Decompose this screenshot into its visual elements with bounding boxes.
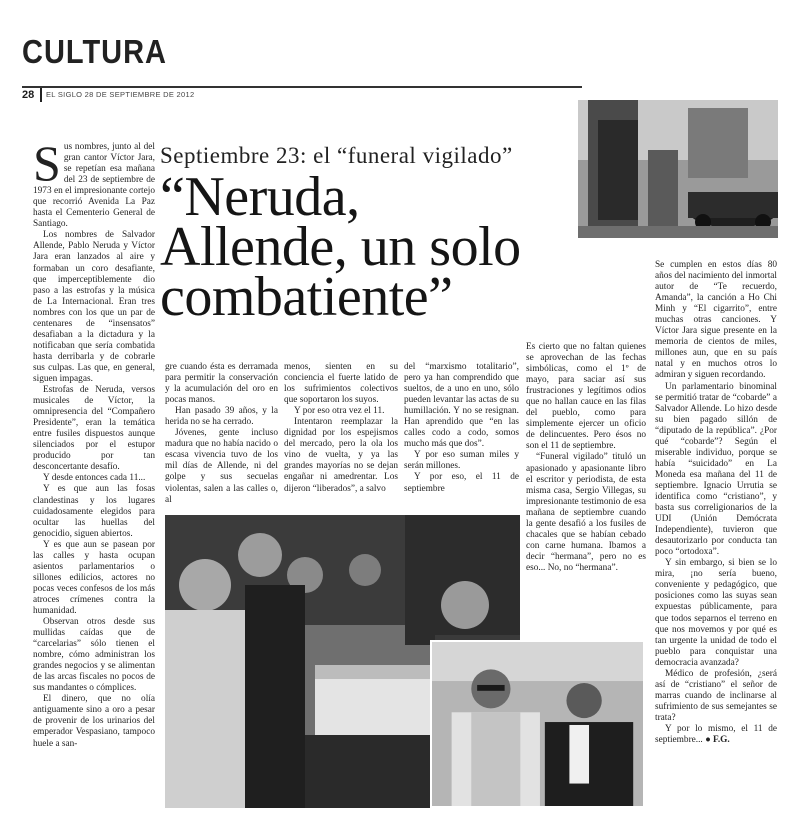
column-6 [655, 260, 777, 808]
col4-paragraph: Y por eso, el 11 de septiembre [404, 472, 519, 494]
column-3 [284, 362, 398, 510]
headline-line-3: combatiente” [160, 266, 453, 328]
author-initials: ● F.G. [705, 735, 730, 746]
col2-paragraph: gre cuando ésta es derramada para permitir la conservación y la acumulación del oro en pocas manos. [165, 362, 278, 406]
col4-paragraph: Y por eso suman miles y serán millones. [404, 450, 519, 472]
col1-paragraph: Y es que aun las fosas clandestinas y los lugares cuidadosamente elegidos para ocultar las huellas del genocidio, siguen abiertos. [33, 484, 155, 539]
col2-paragraph: Jóvenes, gente incluso madura que no había nacido o escasa vivencia tuvo de los mil días de Allende, ni del golpe y sus secuelas violentas, salen a las calles o, al [165, 428, 278, 505]
col5-paragraph: “Funeral vigilado” tituló un apasionado y apasionante libro el escritor y periodista, de esta misma casa, Sergio Villegas, su impresionante testimonio de esa mañana de septiembre cuando la gente desafió a los fusiles de chacales que se habían cebado con carne humana. Ibamos a decir “hermana”, pero no es eso... No, no “hermana”. [526, 452, 646, 573]
col3-paragraph: menos, sienten en su conciencia el fuerte latido de los sufrimientos colectivos que soportaron los suyos. [284, 362, 398, 406]
col1-paragraph: us nombres, junto al del gran cantor Víctor Jara, se repetían esa mañana del 23 de septiembre de 1973 en el impresionante cortejo que recorrió Avenida La Paz hasta el Cementerio General de Santiago. [33, 142, 155, 230]
page-divider [40, 88, 42, 102]
header-rule [22, 86, 582, 88]
col1-paragraph: El dinero, que no olía antiguamente sino a oro a pesar de provenir de los urinarios del emperador Vespasiano, tampoco huele a san- [33, 694, 155, 749]
drop-cap: S [33, 142, 61, 191]
article-headline [160, 166, 590, 328]
col6-paragraph: Un parlamentario binominal se permitió tratar de “cobarde” a Salvador Allende. Lo hizo desde su bien pagado sillón de “diputado de la república”. ¿Por qué “cobarde”? Según el miserable individuo, porque se había “suicidado” en La Moneda esa mañana del 11 de septiembre. Ignacio Urrutia se identifica como “cristiano”, y basta sus correligionarios de la UDI (Unión Demócrata Independiente), tuvieron que desautorizarlo por conducta tan poco “ortodoxa”. [655, 381, 777, 558]
column-1 [33, 142, 155, 807]
section-title: CULTURA [22, 34, 167, 71]
headline-line-2: Allende, un solo [160, 216, 521, 278]
column-4 [404, 362, 519, 510]
col1-paragraph: Estrofas de Neruda, versos musicales de Víctor, la omnipresencia del “Compañero Presidente”, eran la temática entre fusiles dispuestos aunque silenciados por el estupor producido por tan desconcertante desafío. [33, 385, 155, 473]
headline-line-1: “Neruda, [160, 166, 360, 228]
photo-allende-neruda [430, 640, 645, 808]
photo-cortege-street [578, 100, 778, 238]
page-number: 28 [22, 89, 35, 101]
col6-closing: Y por lo mismo, el 11 de septiembre... [655, 723, 777, 746]
col6-paragraph: Médico de profesión, ¿será así de “cristiano” el señor de marras cuando de inclinarse al sufrimiento de sus semejantes se trata? [655, 668, 777, 723]
col3-paragraph: Intentaron reemplazar la dignidad por los espejismos del mercado, pero la ola los vino de vuelta, y ya las grandes mayorías no se dejan engañar ni amedrentar. Los dijeron “liberados”, a salvo [284, 417, 398, 494]
col6-paragraph: Y sin embargo, si bien se lo mira, ¡no sería bueno, conveniente y pedagógico, que posiciones como las suyas sean expuestas públicamente, para que todos separnos el terreno en que nos movemos y por qué es tan urgente la unidad de todo el pueblo para conquistar una democracia avanzada? [655, 558, 777, 668]
col1-paragraph: Y desde entonces cada 11... [43, 473, 146, 484]
article-kicker: Septiembre 23: el “funeral vigilado” [160, 143, 513, 168]
col1-paragraph: Observan otros desde sus mullidas caídas que de “carcelarias” sólo tienen el nombre, cómo administran los grandes negocios y se alimentan de las arcas fiscales no pocos de sus mandantes o cómplices. [33, 617, 155, 694]
col2-paragraph: Han pasado 39 años, y la herida no se ha cerrado. [165, 406, 278, 428]
column-2 [165, 362, 278, 510]
col6-paragraph [655, 724, 777, 746]
col1-paragraph: Y es que aun se pasean por las calles y hasta ocupan asientos parlamentarios o sillones edilicios, actores no pocas veces confesos de los más atroces crímenes contra la humanidad. [33, 539, 155, 616]
col4-paragraph: del “marxismo totalitario”, pero ya han comprendido que sueltos, de a uno en uno, sólo pueden levantar las actas de su humillación. Y no se resignan. Han aprendido que “en las calles codo a codo, somos mucho más que dos”. [404, 362, 519, 450]
col1-paragraph: Los nombres de Salvador Allende, Pablo Neruda y Víctor Jara eran lanzados al aire y formaban un coro desafiante, que imperceptiblemente dio paso a las estrofas y la música de La Internacional. Eran tres nombres con los que un par de centenares de “insensatos” desafiaban a la dictadura y la notificaban que sería combatida hasta derribarla y de cobrarle sus culpas. Las que, en general, siguen impagas. [33, 230, 155, 384]
column-5 [526, 342, 646, 632]
col5-paragraph: Es cierto que no faltan quienes se aprovechan de las fechas simbólicas, como el 1º de mayo, para saciar así sus frustraciones y legítimos odios que no hallan cauce en las filas del pueblo, como para simplemente ejercer un oficio de delincuentes. Pero ésos no son el 11 de septiembre. [526, 342, 646, 452]
dateline: EL SIGLO 28 DE SEPTIEMBRE DE 2012 [46, 90, 195, 99]
col6-paragraph: Se cumplen en estos días 80 años del nacimiento del inmortal autor de “Te recuerdo, Amanda”, la canción a Ho Chi Minh y “El cigarrito”, entre muchas otras canciones. Y Víctor Jara sigue presente en la memoria de cientos de miles, millones aun, que en su país natal y en muchos otros lo admiran y siguen recordando. [655, 260, 777, 381]
col3-paragraph: Y por eso otra vez el 11. [294, 406, 385, 417]
